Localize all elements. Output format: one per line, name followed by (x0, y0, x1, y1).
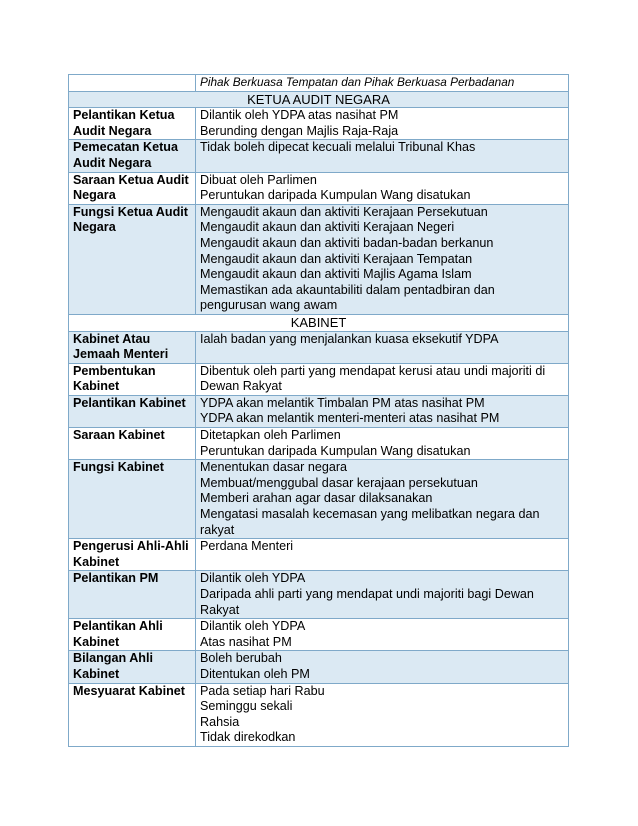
table-row (69, 395, 569, 427)
section-title: KETUA AUDIT NEGARA (69, 91, 569, 108)
row-line: Daripada ahli parti yang mendapat undi majoriti bagi Dewan Rakyat (200, 587, 534, 617)
row-label: Pelantikan Kabinet (69, 395, 196, 427)
row-content (196, 331, 569, 363)
row-label: Pelantikan PM (69, 571, 196, 619)
table-row (69, 619, 569, 651)
table-row (69, 140, 569, 172)
table-row (69, 331, 569, 363)
row-line: Mengaudit akaun dan aktiviti badan-badan berkanun (200, 235, 494, 250)
row-label: Bilangan Ahli Kabinet (69, 651, 196, 683)
row-label: Fungsi Ketua Audit Negara (69, 204, 196, 314)
row-line: Pihak Berkuasa Tempatan dan Pihak Berkuasa Perbadanan (200, 75, 515, 89)
row-label: Pengerusi Ahli-Ahli Kabinet (69, 539, 196, 571)
row-content (196, 140, 569, 172)
row-line: Pada setiap hari Rabu (200, 683, 325, 698)
row-line: Atas nasihat PM (200, 634, 292, 649)
row-label: Pelantikan Ketua Audit Negara (69, 108, 196, 140)
row-content (196, 571, 569, 619)
table-row (69, 108, 569, 140)
row-line: Boleh berubah (200, 651, 282, 666)
row-label: Saraan Kabinet (69, 428, 196, 460)
row-line: Memberi arahan agar dasar dilaksanakan (200, 491, 433, 506)
table-row (69, 539, 569, 571)
row-content (196, 204, 569, 314)
table-row (69, 651, 569, 683)
row-label: Pemecatan Ketua Audit Negara (69, 140, 196, 172)
row-content (196, 683, 569, 746)
row-line: Berunding dengan Majlis Raja-Raja (200, 123, 399, 138)
row-line: Mengaudit akaun dan aktiviti Kerajaan Persekutuan (200, 204, 488, 219)
row-content (196, 428, 569, 460)
empty-cell (69, 75, 196, 92)
row-line: Ditentukan oleh PM (200, 666, 310, 681)
row-label: Saraan Ketua Audit Negara (69, 172, 196, 204)
row-label: Pelantikan Ahli Kabinet (69, 619, 196, 651)
table-row (69, 683, 569, 746)
row-label: Fungsi Kabinet (69, 460, 196, 539)
row-line: Tidak boleh dipecat kecuali melalui Tribunal Khas (200, 140, 476, 155)
table-row (69, 75, 569, 92)
section-header (69, 314, 569, 331)
row-content (196, 363, 569, 395)
row-label: Kabinet Atau Jemaah Menteri (69, 331, 196, 363)
row-content (196, 75, 569, 92)
row-line: Menentukan dasar negara (200, 460, 348, 475)
row-label: Mesyuarat Kabinet (69, 683, 196, 746)
row-content (196, 395, 569, 427)
row-line: Peruntukan daripada Kumpulan Wang disatukan (200, 188, 471, 203)
row-content (196, 460, 569, 539)
row-line: Ialah badan yang menjalankan kuasa eksekutif YDPA (200, 331, 499, 346)
table-row (69, 363, 569, 395)
row-label: Pembentukan Kabinet (69, 363, 196, 395)
section-title: KABINET (69, 314, 569, 331)
table-row (69, 571, 569, 619)
row-line: Tidak direkodkan (200, 730, 296, 745)
row-line: Mengaudit akaun dan aktiviti Kerajaan Negeri (200, 220, 455, 235)
row-line: Membuat/menggubal dasar kerajaan persekutuan (200, 475, 478, 490)
row-line: Mengatasi masalah kecemasan yang melibatkan negara dan rakyat (200, 507, 540, 537)
table-row (69, 460, 569, 539)
table-row (69, 204, 569, 314)
section-header (69, 91, 569, 108)
row-line: YDPA akan melantik menteri-menteri atas nasihat PM (200, 411, 500, 426)
row-line: Dilantik oleh YDPA atas nasihat PM (200, 108, 399, 123)
row-line: Dibentuk oleh parti yang mendapat kerusi atau undi majoriti di Dewan Rakyat (200, 363, 546, 394)
row-line: Ditetapkan oleh Parlimen (200, 428, 341, 443)
row-line: Dibuat oleh Parlimen (200, 172, 317, 187)
table-row (69, 172, 569, 204)
row-content (196, 539, 569, 571)
row-line: YDPA akan melantik Timbalan PM atas nasihat PM (200, 395, 485, 410)
document-table (68, 74, 569, 747)
row-line: Mengaudit akaun dan aktiviti Kerajaan Tempatan (200, 251, 473, 266)
row-line: Mengaudit akaun dan aktiviti Majlis Agama Islam (200, 267, 472, 282)
row-content (196, 172, 569, 204)
row-line: Seminggu sekali (200, 699, 293, 714)
row-line: Rahsia (200, 714, 240, 729)
row-line: Memastikan ada akauntabiliti dalam pentadbiran dan pengurusan wang awam (200, 282, 495, 313)
row-content (196, 108, 569, 140)
row-line: Peruntukan daripada Kumpulan Wang disatukan (200, 443, 471, 458)
row-content (196, 619, 569, 651)
row-line: Dilantik oleh YDPA (200, 619, 306, 634)
table-row (69, 428, 569, 460)
row-line: Dilantik oleh YDPA (200, 571, 306, 586)
row-line: Perdana Menteri (200, 539, 294, 554)
row-content (196, 651, 569, 683)
